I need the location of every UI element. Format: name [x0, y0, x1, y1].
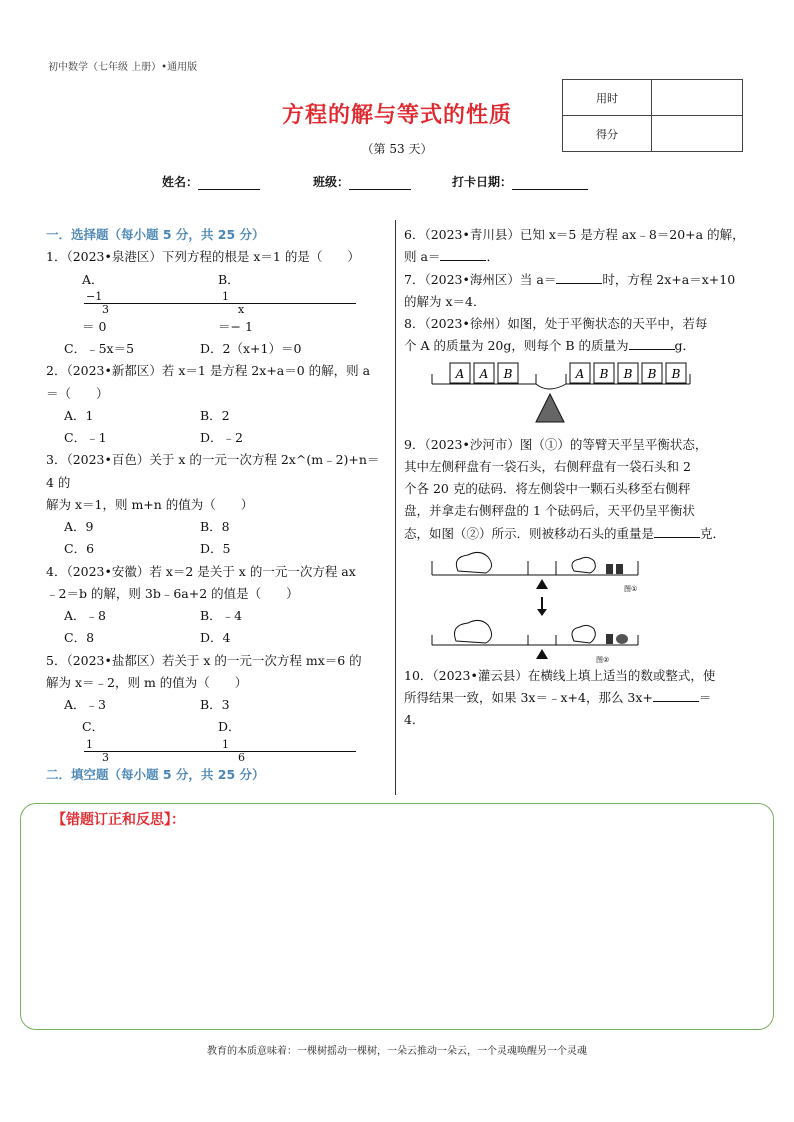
question-9-line4: 盘，并拿走右侧秤盘的 1 个砝码后，天平仍呈平衡状: [404, 503, 695, 519]
weight-block-label: B: [671, 366, 681, 381]
q1-option-a[interactable]: A．$\frac{-1}{3}= 0$: [46, 269, 182, 339]
weight-block-label: A: [479, 366, 489, 381]
weight-icon: [616, 564, 623, 574]
q1-option-b[interactable]: B．$\frac{1}{x}=- 1$: [182, 269, 318, 339]
question-3-line2: 解为 x＝1，则 m+n 的值为（ ）: [46, 496, 254, 512]
q4-options-ab: [46, 605, 386, 627]
q2-option-d[interactable]: D．﹣2: [200, 430, 243, 446]
q2-option-b[interactable]: B．2: [200, 407, 230, 423]
question-3-line1: 3．（2023•百色）关于 x 的一元一次方程 2x^(m﹣2)+n＝4 的: [46, 452, 380, 490]
day-label: （第 53 天）: [361, 142, 433, 156]
q9-answer-blank[interactable]: [654, 525, 700, 538]
q4-option-c[interactable]: C．8: [64, 630, 95, 646]
question-9-line1: 9．（2023•沙河市）图（①）的等臂天平呈平衡状态，: [404, 436, 708, 452]
left-column: [46, 224, 386, 786]
date-field[interactable]: [512, 177, 588, 190]
weight-block-label: B: [623, 366, 633, 381]
question-2-line2: ＝（ ）: [46, 385, 109, 401]
q3-option-b[interactable]: B．8: [200, 519, 230, 535]
name-label: 姓名：: [162, 175, 199, 189]
figure-1: [432, 552, 638, 593]
stone-bag-icon: [455, 620, 492, 643]
reflection-box[interactable]: [20, 803, 774, 1030]
q5-option-c[interactable]: C．$\frac{1}{3}$: [46, 716, 182, 763]
weight-block-label: A: [455, 366, 465, 381]
reflection-title: 【错题订正和反思】：: [52, 812, 185, 828]
stone-icon: [616, 634, 628, 644]
figure-2: [432, 620, 638, 664]
stone-balance-figure: [428, 549, 668, 665]
question-1: 1．（2023•泉港区）下列方程的根是 x＝1 的是（ ）: [46, 249, 360, 265]
q4-options-cd: [46, 627, 386, 649]
footer-quote: 教育的本质意味着：一棵树摇动一棵树，一朵云推动一朵云，一个灵魂唤醒另一个灵魂: [207, 1046, 587, 1057]
q5-option-a[interactable]: A．﹣3: [64, 697, 106, 713]
column-divider: [395, 220, 396, 795]
q3-options-cd: [46, 538, 386, 560]
question-5-line1: 5．（2023•盐都区）若关于 x 的一元一次方程 mx＝6 的: [46, 652, 362, 668]
question-10-line2: 所得结果一致，如果 3x＝﹣x+4，那么 3x+ ＝: [404, 690, 712, 705]
question-7-line1: 7．（2023•海州区）当 a＝ 时，方程 2x+a＝x+10: [404, 271, 736, 287]
question-6-line2: 则 a＝ ．: [404, 249, 499, 265]
time-label: 用时: [563, 80, 652, 116]
question-5-line2: 解为 x＝﹣2，则 m 的值为（ ）: [46, 674, 248, 690]
weight-block-label: A: [575, 366, 585, 381]
q5-option-b[interactable]: B．3: [200, 697, 230, 713]
question-7-line2: 的解为 x＝4．: [404, 293, 486, 309]
score-label: 得分: [563, 116, 652, 152]
stone-bag-icon: [572, 625, 595, 643]
time-score-table: [562, 79, 743, 152]
q1-options-cd: [46, 338, 386, 360]
q10-answer-blank[interactable]: [653, 689, 699, 702]
question-10-line1: 10．（2023•灌云县）在横线上填上适当的数或整式，使: [404, 667, 716, 683]
q2-option-c[interactable]: C．﹣1: [64, 430, 107, 446]
class-row: [313, 173, 411, 190]
weight-icon: [606, 564, 613, 574]
question-8-line1: 8．（2023•徐州）如图，处于平衡状态的天平中，若每: [404, 316, 708, 331]
q3-option-c[interactable]: C．6: [64, 541, 95, 557]
weight-block-label: B: [503, 366, 513, 381]
question-9-line5: 态，如图（②）所示．则被移动石头的重量是 克．: [404, 525, 726, 541]
question-10-line3: 4．: [404, 712, 425, 728]
weight-block-label: B: [599, 366, 609, 381]
question-4-line2: ﹣2＝b 的解，则 3b﹣6a+2 的值是（ ）: [46, 585, 299, 601]
q1-option-d[interactable]: D．2（x+1）＝0: [200, 341, 302, 357]
header-text: 初中数学（七年级 上册）•通用版: [48, 62, 198, 73]
q2-options-ab: [46, 405, 386, 427]
q5-option-d[interactable]: D．$\frac{1}{6}$: [182, 716, 318, 763]
question-8-line2: 个 A 的质量为 20g，则每个 B 的质量为 g．: [404, 338, 696, 354]
question-9-line3: 个各 20 克的砝码．将左侧袋中一颗石头移至右侧秤: [404, 481, 691, 496]
fulcrum: [536, 579, 548, 589]
question-9-line2: 其中左侧秤盘有一袋石头，右侧秤盘有一袋石头和 2: [404, 458, 691, 474]
class-label: 班级：: [313, 175, 350, 189]
name-row: [162, 173, 260, 190]
beam: [536, 384, 566, 389]
class-field[interactable]: [349, 177, 411, 190]
q8-answer-blank[interactable]: [629, 337, 675, 350]
section-choice-title: 一．选择题（每小题 5 分，共 25 分）: [46, 227, 265, 242]
section-fill-title: 二．填空题（每小题 5 分，共 25 分）: [46, 766, 265, 782]
page-title: 方程的解与等式的性质: [281, 103, 512, 128]
q5-options-ab: [46, 694, 386, 716]
date-row: [452, 173, 588, 190]
q5-options-cd: [46, 716, 386, 763]
figure-2-label: 图②: [596, 655, 610, 664]
q4-option-b[interactable]: B．﹣4: [200, 608, 243, 624]
q3-options-ab: [46, 516, 386, 538]
figure-1-label: 图①: [624, 584, 638, 593]
score-field[interactable]: [652, 116, 743, 152]
q1-option-c[interactable]: C．﹣5x＝5: [64, 341, 135, 357]
q2-options-cd: [46, 427, 386, 449]
time-field[interactable]: [652, 80, 743, 116]
right-column: [404, 224, 754, 732]
q4-option-d[interactable]: D．4: [200, 630, 231, 646]
q4-option-a[interactable]: A．﹣8: [64, 608, 106, 624]
down-arrow-icon: [537, 597, 547, 616]
q3-option-a[interactable]: A．9: [64, 519, 94, 535]
date-label: 打卡日期：: [452, 175, 513, 189]
question-6-line1: 6．（2023•青川县）已知 x＝5 是方程 ax﹣8＝20+a 的解，: [404, 227, 745, 242]
q7-answer-blank[interactable]: [556, 271, 602, 284]
name-field[interactable]: [198, 177, 260, 190]
stone-bag-icon: [456, 552, 491, 573]
question-4-line1: 4．（2023•安徽）若 x＝2 是关于 x 的一元一次方程 ax: [46, 563, 356, 579]
q3-option-d[interactable]: D．5: [200, 541, 231, 557]
q2-option-a[interactable]: A．1: [64, 407, 94, 423]
fulcrum: [536, 649, 548, 659]
q6-answer-blank[interactable]: [440, 248, 486, 261]
weight-block-label: B: [647, 366, 657, 381]
fulcrum: [536, 394, 564, 422]
q1-options-ab: [46, 269, 386, 339]
balance-scale-figure: [428, 358, 698, 434]
question-2-line1: 2．（2023•新都区）若 x＝1 是方程 2x+a＝0 的解，则 a: [46, 363, 371, 379]
weight-icon: [606, 634, 613, 644]
stone-bag-icon: [572, 557, 595, 573]
